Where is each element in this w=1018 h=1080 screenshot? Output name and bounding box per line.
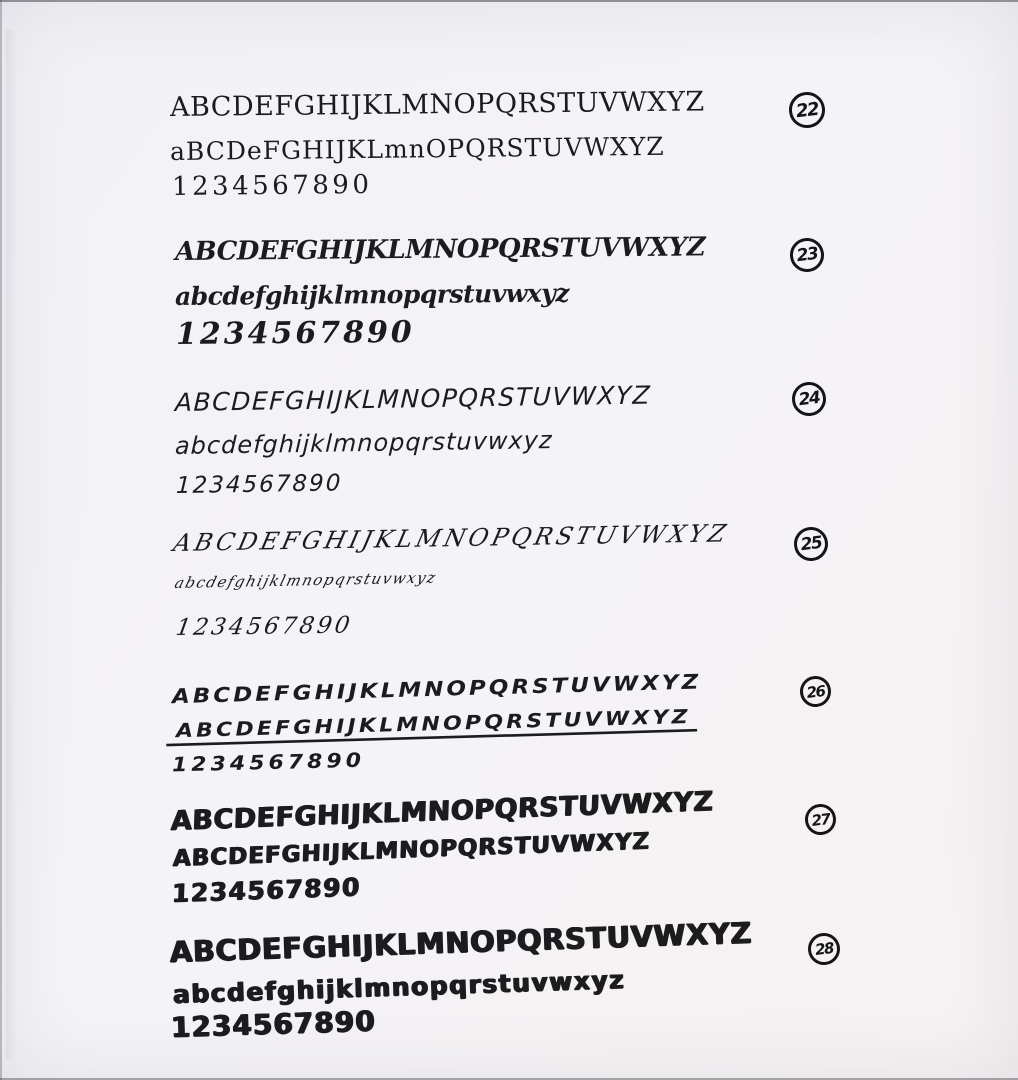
- scan-smudge: [6, 30, 16, 1060]
- specimen-25-number: 25: [799, 532, 823, 556]
- specimen-27-number: 27: [810, 809, 831, 830]
- specimen-26-underlined-line: ABCDEFGHIJKLMNOPQRSTUVWXYZ: [166, 708, 697, 747]
- specimen-22-numerals-line: 1234567890: [171, 169, 373, 202]
- specimen-24-numerals-line: 1234567890: [175, 470, 343, 500]
- specimen-26-number: 26: [805, 681, 826, 702]
- specimen-27-uppercase-line: ABCDEFGHIJKLMNOPQRSTUVWXYZ: [170, 786, 715, 838]
- specimen-22-uppercase-line: ABCDEFGHIJKLMNOPQRSTUVWXYZ: [169, 86, 705, 123]
- specimen-25-uppercase-line: ABCDEFGHIJKLMNOPQRSTUVWXYZ: [170, 519, 732, 558]
- specimen-24-lowercase-line: abcdefghijklmnopqrstuvwxyz: [174, 426, 553, 461]
- scan-edge-top: [0, 0, 1018, 2]
- specimen-23-lowercase-line: abcdefghijklmnopqrstuvwxyz: [174, 278, 570, 311]
- specimen-26-uppercase-line: ABCDEFGHIJKLMNOPQRSTUVWXYZ: [171, 670, 702, 709]
- specimen-25-lowercase-line: abcdefghijklmnopqrstuvwxyz: [172, 568, 439, 593]
- specimen-24-uppercase-line: ABCDEFGHIJKLMNOPQRSTUVWXYZ: [174, 380, 652, 418]
- specimen-23-uppercase-line: ABCDEFGHIJKLMNOPQRSTUVWXYZ: [174, 232, 706, 267]
- specimen-28-uppercase-line: ABCDEFGHIJKLMNOPQRSTUVWXYZ: [169, 915, 753, 969]
- specimen-22-number: 22: [794, 98, 820, 122]
- specimen-26-numerals-line: 1234567890: [171, 749, 366, 777]
- specimen-26-number-badge: [798, 674, 833, 709]
- specimen-28-number-badge: [806, 931, 842, 967]
- specimen-27-numerals-line: 1234567890: [171, 872, 362, 909]
- specimen-24-number-badge: [790, 380, 828, 418]
- specimen-23-numerals-line: 1234567890: [175, 314, 415, 352]
- specimen-25-numerals-line: 1234567890: [173, 612, 355, 642]
- specimen-25-number-badge: [792, 525, 830, 563]
- specimen-22-lowercase-line: aBCDeFGHIJKLmnOPQRSTUVWXYZ: [169, 131, 665, 166]
- specimen-28-lowercase-line: abcdefghijklmnopqrstuvwxyz: [172, 965, 626, 1009]
- scan-edge-left: [0, 0, 2, 1080]
- specimen-24-number: 24: [797, 387, 821, 411]
- specimen-27-uppercase-small-line: ABCDEFGHIJKLMNOPQRSTUVWXYZ: [172, 828, 651, 873]
- specimen-23-number-badge: [788, 236, 826, 274]
- specimen-23-number: 23: [795, 243, 819, 267]
- specimen-27-number-badge: [803, 802, 838, 837]
- specimen-28-numerals-line: 1234567890: [170, 1004, 377, 1044]
- specimen-28-number: 28: [814, 938, 834, 960]
- specimen-22-number-badge: [787, 90, 827, 130]
